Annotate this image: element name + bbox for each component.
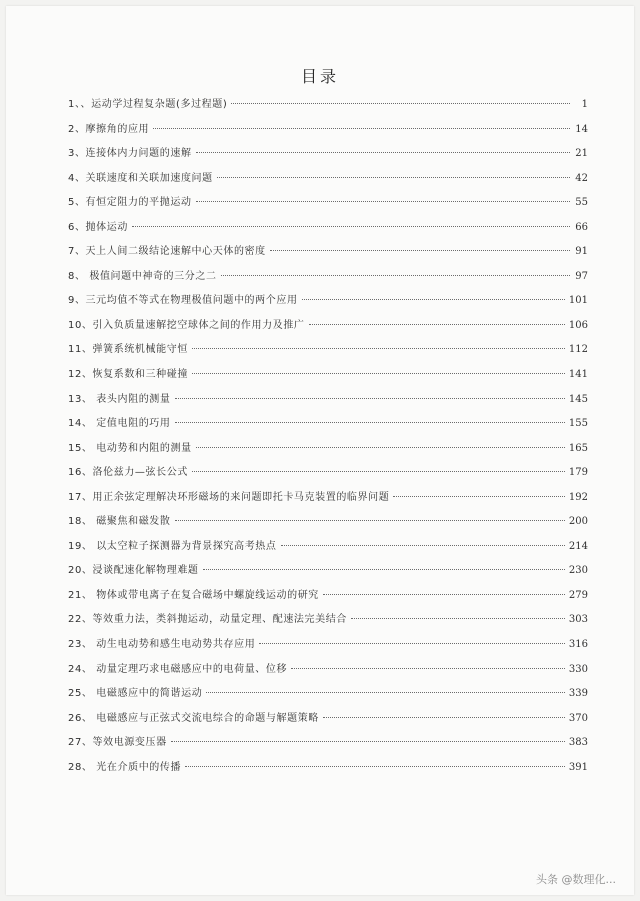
toc-entry[interactable] <box>68 196 588 221</box>
toc-entry[interactable] <box>68 564 588 589</box>
toc-entry[interactable] <box>68 589 588 614</box>
toc-entry-page-number: 303 <box>568 614 588 626</box>
document-page <box>6 6 634 895</box>
toc-entry-title: 8、 极值问题中神奇的三分之二 <box>68 270 217 282</box>
dot-leader <box>259 643 565 644</box>
toc-entry-title: 17、用正余弦定理解决环形磁场的来问题即托卡马克装置的临界问题 <box>68 491 390 503</box>
dot-leader <box>196 447 565 448</box>
dot-leader <box>153 128 570 129</box>
toc-entry[interactable] <box>68 245 588 270</box>
toc-entry[interactable] <box>68 123 588 148</box>
dot-leader <box>323 594 565 595</box>
toc-entry[interactable] <box>68 491 588 516</box>
toc-entry-title: 19、 以太空粒子探测器为背景探究高考热点 <box>68 540 277 552</box>
toc-entry-title: 24、 动量定理巧求电磁感应中的电荷量、位移 <box>68 663 288 675</box>
toc-entry[interactable] <box>68 98 588 123</box>
toc-entry[interactable] <box>68 442 588 467</box>
toc-entry[interactable] <box>68 515 588 540</box>
toc-entry-title: 10、引入负质量速解挖空球体之间的作用力及推广 <box>68 319 305 331</box>
toc-entry-title: 14、 定值电阻的巧用 <box>68 418 171 430</box>
toc-entry[interactable] <box>68 221 588 246</box>
toc-entry[interactable] <box>68 294 588 319</box>
toc-entry-title: 12、恢复系数和三种碰撞 <box>68 369 188 381</box>
toc-entry-page-number: 192 <box>568 491 588 503</box>
toc-entry-page-number: 391 <box>568 761 588 773</box>
dot-leader <box>175 398 565 399</box>
toc-entry-page-number: 141 <box>568 369 588 381</box>
dot-leader <box>175 422 565 423</box>
toc-entry-title: 6、抛体运动 <box>68 221 128 233</box>
dot-leader <box>217 177 570 178</box>
toc-entry[interactable] <box>68 663 588 688</box>
dot-leader <box>231 103 570 104</box>
toc-entry-title: 27、等效电源变压器 <box>68 737 167 749</box>
toc-entry-page-number: 214 <box>568 540 588 552</box>
dot-leader <box>203 569 565 570</box>
toc-entry-title: 5、有恒定阻力的平抛运动 <box>68 197 192 209</box>
toc-entry[interactable] <box>68 638 588 663</box>
toc-entry[interactable] <box>68 540 588 565</box>
toc-entry-page-number: 66 <box>575 221 588 233</box>
toc-entry-title: 18、 磁聚焦和磁发散 <box>68 516 171 528</box>
dot-leader <box>192 471 565 472</box>
dot-leader <box>192 348 565 349</box>
toc-entry-page-number: 106 <box>568 319 588 331</box>
toc-entry[interactable] <box>68 613 588 638</box>
toc-entry[interactable] <box>68 172 588 197</box>
dot-leader <box>270 250 570 251</box>
toc-entry-page-number: 55 <box>575 197 588 209</box>
dot-leader <box>196 152 570 153</box>
toc-entry-title: 3、连接体内力问题的速解 <box>68 148 192 160</box>
dot-leader <box>309 324 565 325</box>
dot-leader <box>185 766 565 767</box>
toc-entry-title: 7、天上人间二级结论速解中心天体的密度 <box>68 246 266 258</box>
dot-leader <box>196 201 570 202</box>
toc-entry[interactable] <box>68 736 588 761</box>
toc-entry-page-number: 279 <box>568 589 588 601</box>
toc-entry[interactable] <box>68 319 588 344</box>
toc-entry[interactable] <box>68 393 588 418</box>
toc-entry-title: 20、浸谈配速化解物理难题 <box>68 565 199 577</box>
dot-leader <box>393 496 565 497</box>
dot-leader <box>302 299 565 300</box>
toc-entry-page-number: 330 <box>568 663 588 675</box>
toc-entry[interactable] <box>68 466 588 491</box>
toc-entry-page-number: 155 <box>568 418 588 430</box>
toc-entry[interactable] <box>68 368 588 393</box>
dot-leader <box>192 373 565 374</box>
toc-entry-title: 22、等效重力法，类斜抛运动，动量定理、配速法完美结合 <box>68 614 347 626</box>
toc-entry-page-number: 101 <box>568 295 588 307</box>
toc-entry-page-number: 14 <box>575 123 588 135</box>
toc-entry-title: 16、洛伦兹力—弦长公式 <box>68 467 188 479</box>
toc-entry-title: 23、 动生电动势和感生电动势共存应用 <box>68 639 256 651</box>
dot-leader <box>206 692 565 693</box>
table-of-contents <box>68 98 588 785</box>
toc-entry[interactable] <box>68 343 588 368</box>
dot-leader <box>132 226 570 227</box>
watermark: 头条 @数理化... <box>536 873 616 886</box>
toc-entry-page-number: 383 <box>568 737 588 749</box>
toc-entry[interactable] <box>68 712 588 737</box>
toc-entry-page-number: 200 <box>568 516 588 528</box>
toc-entry[interactable] <box>68 417 588 442</box>
toc-entry-page-number: 339 <box>568 688 588 700</box>
toc-entry-page-number: 21 <box>575 148 588 160</box>
dot-leader <box>323 717 565 718</box>
toc-entry-title: 21、 物体或带电离子在复合磁场中螺旋线运动的研究 <box>68 589 319 601</box>
toc-entry-page-number: 42 <box>575 172 588 184</box>
toc-entry-page-number: 230 <box>568 565 588 577</box>
toc-entry-page-number: 145 <box>568 393 588 405</box>
dot-leader <box>171 741 565 742</box>
toc-entry-page-number: 91 <box>575 246 588 258</box>
dot-leader <box>281 545 565 546</box>
toc-entry-title: 9、三元均值不等式在物理极值问题中的两个应用 <box>68 295 298 307</box>
toc-entry-page-number: 97 <box>575 270 588 282</box>
toc-entry-page-number: 370 <box>568 712 588 724</box>
toc-entry-title: 26、 电磁感应与正弦式交流电综合的命题与解题策略 <box>68 712 319 724</box>
toc-entry[interactable] <box>68 270 588 295</box>
toc-entry-title: 1、、运动学过程复杂题(多过程题) <box>68 99 228 110</box>
toc-entry-page-number: 165 <box>568 442 588 454</box>
toc-entry[interactable] <box>68 687 588 712</box>
toc-entry[interactable] <box>68 147 588 172</box>
toc-entry-page-number: 179 <box>568 467 588 479</box>
toc-entry-title: 28、 光在介质中的传播 <box>68 761 182 773</box>
toc-entry[interactable] <box>68 761 588 786</box>
dot-leader <box>351 618 565 619</box>
dot-leader <box>221 275 570 276</box>
toc-entry-page-number: 316 <box>568 639 588 651</box>
dot-leader <box>291 668 565 669</box>
toc-entry-page-number: 112 <box>568 344 588 356</box>
toc-entry-title: 4、关联速度和关联加速度问题 <box>68 172 213 184</box>
toc-entry-title: 11、弹簧系统机械能守恒 <box>68 344 188 356</box>
toc-entry-title: 15、 电动势和内阻的测量 <box>68 442 192 454</box>
dot-leader <box>175 520 565 521</box>
page-title: 目录 <box>300 67 339 86</box>
toc-entry-title: 2、摩擦角的应用 <box>68 123 150 135</box>
toc-entry-title: 13、 表头内阻的测量 <box>68 393 171 405</box>
toc-entry-page-number: 1 <box>581 99 588 110</box>
toc-entry-title: 25、 电磁感应中的简谐运动 <box>68 688 203 700</box>
